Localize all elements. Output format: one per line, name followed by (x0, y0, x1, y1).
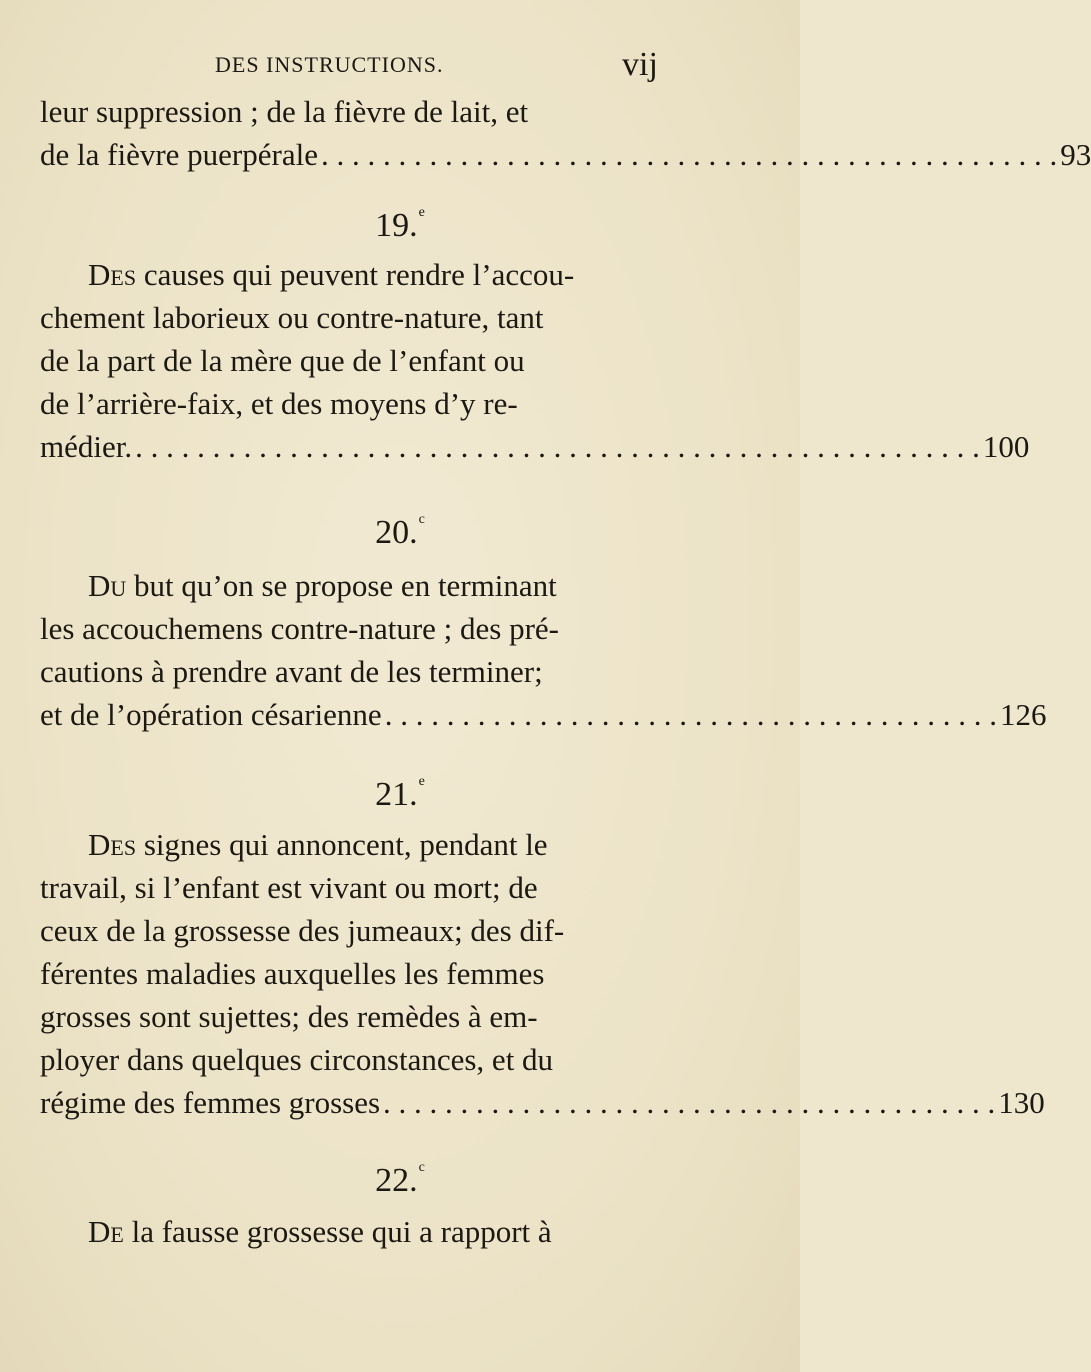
toc-entry-last-line (40, 695, 1047, 735)
toc-line (88, 1212, 760, 1252)
chapter-number: 22. (375, 1162, 418, 1199)
chapter-heading (0, 1160, 800, 1200)
toc-page-ref: 93 (1060, 137, 1091, 172)
toc-line: cautions à prendre avant de les terminer; (40, 654, 543, 689)
toc-line: leur suppression ; de la fièvre de lait, et (40, 94, 529, 129)
toc-line: de l’arrière-faix, et des moyens d’y re- (40, 386, 518, 421)
toc-line: chement laborieux ou contre-nature, tant (40, 300, 544, 335)
toc-page-ref: 130 (998, 1085, 1045, 1120)
chapter-heading (0, 512, 800, 552)
chapter-heading (0, 205, 800, 245)
toc-text: régime des femmes grosses (40, 1085, 381, 1120)
leader-dots: . . . . . . . . . . . . . . . . . . . . . . . . . . . . . . . . . . . . . . . . . . . . . . . . . . . . . . . (135, 429, 980, 464)
toc-text: but qu’on se propose en terminant (134, 568, 557, 603)
page-number: vij (622, 46, 658, 83)
toc-page-ref: 100 (982, 429, 1030, 464)
entry-lead-word: Des (88, 827, 137, 862)
toc-line: férentes maladies auxquelles les femmes (40, 956, 545, 991)
chapter-number: 19. (375, 207, 418, 244)
toc-line: les accouchemens contre-nature ; des pré- (40, 611, 559, 646)
chapter-ordinal: c (418, 512, 425, 527)
toc-line (88, 566, 760, 606)
toc-line: de la part de la mère que de l’enfant ou (40, 343, 525, 378)
toc-line (88, 255, 760, 295)
leader-dots: . . . . . . . . . . . . . . . . . . . . . . . . . . . . . . . . . . . . . . . . . . . . . . . . (320, 137, 1058, 172)
chapter-number: 20. (375, 514, 418, 551)
entry-lead-word: De (88, 1214, 124, 1249)
leader-dots: . . . . . . . . . . . . . . . . . . . . . . . . . . . . . . . . . . . . . . . . (383, 1085, 996, 1120)
chapter-number: 21. (375, 776, 418, 813)
toc-entry-last-line (40, 135, 1091, 175)
chapter-heading (0, 774, 800, 814)
chapter-ordinal: e (418, 205, 425, 220)
toc-entry-last-line (40, 427, 1030, 467)
toc-text: de la fièvre puerpérale (40, 137, 318, 172)
chapter-ordinal: e (418, 774, 425, 789)
toc-line: grosses sont sujettes; des remèdes à em- (40, 999, 538, 1034)
toc-text: signes qui annoncent, pendant le (143, 827, 548, 862)
toc-line: travail, si l’enfant est vivant ou mort; de (40, 870, 538, 905)
entry-lead-word: Du (88, 568, 127, 603)
toc-text: et de l’opération césarienne (40, 697, 382, 732)
toc-text: la fausse grossesse qui a rapport à (131, 1214, 552, 1249)
toc-line: ceux de la grossesse des jumeaux; des dif- (40, 913, 565, 948)
toc-page-ref: 126 (999, 697, 1047, 732)
chapter-ordinal: c (418, 1160, 425, 1175)
toc-text: causes qui peuvent rendre l’accou- (143, 257, 575, 292)
page-header (0, 46, 800, 92)
leader-dots: . . . . . . . . . . . . . . . . . . . . . . . . . . . . . . . . . . . . . . . . (384, 697, 997, 732)
toc-line (88, 825, 760, 865)
toc-line: ployer dans quelques circonstances, et du (40, 1042, 554, 1077)
running-title: DES INSTRUCTIONS. (215, 52, 444, 77)
entry-lead-word: Des (88, 257, 137, 292)
toc-entry-last-line (40, 1083, 1045, 1123)
toc-text: médier. (40, 429, 133, 464)
